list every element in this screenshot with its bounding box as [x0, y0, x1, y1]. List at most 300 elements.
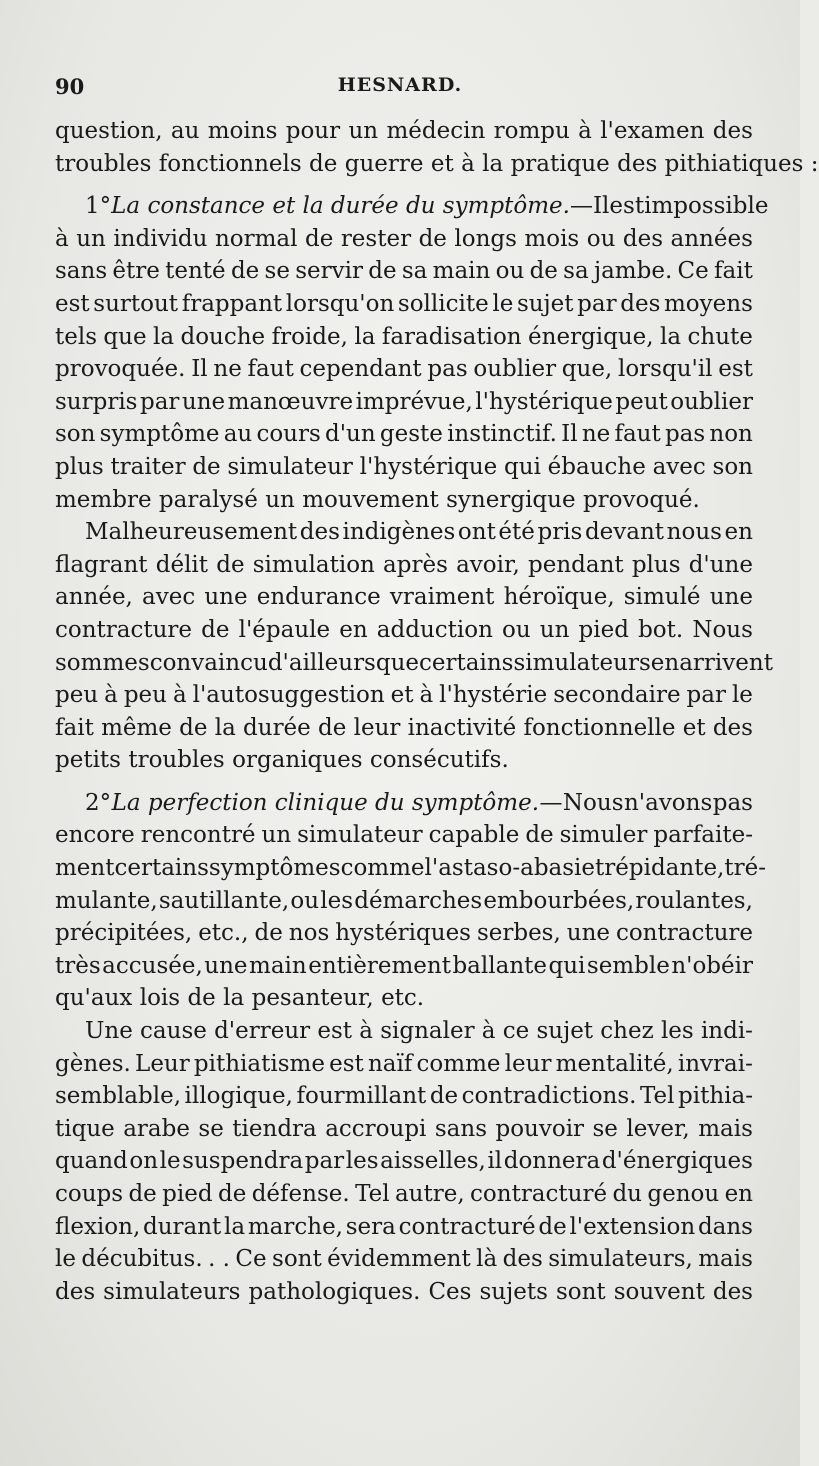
word: sujet	[516, 290, 574, 317]
word: il	[487, 1148, 503, 1175]
text-line	[55, 1243, 753, 1276]
word: comme	[340, 855, 425, 882]
word: sera	[345, 1213, 396, 1240]
word: peu	[123, 682, 167, 709]
word: traiter	[110, 453, 186, 480]
word: . .	[208, 1246, 230, 1273]
word: secondaire	[553, 682, 681, 709]
word: être	[112, 258, 160, 285]
word: la	[223, 985, 245, 1012]
word: endurance	[256, 584, 381, 611]
word: indi-	[700, 1018, 753, 1045]
word: Tel	[639, 1083, 675, 1110]
word: de	[304, 225, 334, 252]
word: l'hystérique	[475, 388, 613, 415]
text-line	[55, 223, 753, 256]
word: une	[204, 584, 248, 611]
word: démarches	[354, 887, 483, 914]
word: douche	[180, 323, 266, 350]
word: plus	[631, 551, 681, 578]
word: pesanteur,	[251, 985, 374, 1012]
word: des	[620, 290, 661, 317]
word: à	[419, 682, 434, 709]
word: au	[223, 421, 253, 448]
word: rester	[340, 225, 412, 252]
word: devant	[584, 519, 665, 546]
text-line	[55, 679, 753, 712]
word: accroupi	[325, 1115, 427, 1142]
word: l'examen	[600, 118, 705, 144]
word: de	[529, 258, 558, 285]
word: la	[354, 323, 376, 350]
word: ébauche	[547, 453, 646, 480]
word: ou	[586, 225, 616, 252]
word: années	[670, 225, 753, 252]
text-line	[55, 1080, 753, 1113]
word: les	[345, 1148, 379, 1175]
word: la	[660, 323, 682, 350]
word: la	[152, 323, 175, 350]
word: La perfection clinique du symptôme.	[111, 789, 540, 816]
word: quand	[55, 1148, 128, 1175]
word: de	[418, 225, 447, 252]
paragraph-gap	[55, 180, 753, 190]
word: arabe	[123, 1115, 190, 1142]
word: en	[724, 1181, 753, 1207]
word: tré-	[724, 855, 766, 882]
word: avec	[652, 453, 706, 480]
text-line	[55, 321, 753, 354]
word: pouvoir	[495, 1115, 585, 1142]
word: tels	[55, 323, 98, 350]
word: sans	[55, 258, 108, 285]
word: en	[339, 616, 368, 643]
word: entièrement	[308, 952, 451, 979]
word: sa	[401, 258, 428, 285]
word: que	[103, 323, 147, 350]
word: paralysé	[158, 486, 258, 513]
word: Il	[191, 356, 208, 383]
word: coups	[55, 1181, 124, 1207]
word: Ce	[235, 1246, 267, 1273]
page-header	[55, 74, 745, 104]
word: Il	[561, 421, 578, 448]
word: 1°	[85, 193, 112, 220]
word: faradisation	[381, 323, 522, 350]
word: précipitées,	[55, 920, 193, 947]
word: se	[264, 258, 290, 285]
word: —	[539, 789, 563, 816]
word: de	[192, 453, 221, 480]
word: d'une	[688, 551, 753, 578]
word: rompu	[493, 118, 570, 144]
word: moyens	[664, 290, 753, 317]
word: froide,	[271, 323, 348, 350]
word: pied	[162, 1181, 213, 1207]
word: guerre	[344, 150, 424, 177]
word: chute	[687, 323, 753, 350]
page-number: 90	[55, 74, 85, 99]
word: impossible	[644, 193, 769, 220]
word: après	[383, 551, 448, 578]
word: leur	[504, 1050, 552, 1077]
word: par	[577, 290, 617, 317]
word: ou	[495, 258, 525, 285]
word: sa	[563, 258, 589, 285]
word: de	[525, 822, 554, 849]
word: mentalité,	[555, 1050, 674, 1077]
word: héroïque,	[503, 584, 615, 611]
word: La constance et la durée du symptôme.	[111, 193, 570, 220]
word: :	[810, 150, 819, 177]
word: serbes,	[476, 920, 561, 947]
word: aisselles,	[380, 1148, 486, 1175]
word: surtout	[93, 290, 179, 317]
word: moins	[207, 118, 278, 144]
word: à	[578, 118, 592, 144]
word: nous	[666, 519, 722, 546]
word: du	[612, 1181, 642, 1207]
word: petits	[55, 747, 121, 774]
word: main	[249, 952, 307, 979]
word: une	[181, 388, 226, 415]
word: Ces	[428, 1278, 472, 1305]
word: fait	[55, 714, 94, 741]
word: simulé	[623, 584, 701, 611]
word: que,	[561, 356, 613, 383]
word: pithiatisme	[193, 1050, 325, 1077]
text-line	[55, 1211, 753, 1244]
word: sans	[434, 1115, 488, 1142]
word: durée	[243, 714, 311, 741]
word: trépidante,	[595, 855, 725, 882]
word: ou	[290, 887, 320, 914]
word: Nous	[692, 616, 753, 643]
word: un	[76, 225, 106, 252]
word: le	[55, 1246, 76, 1273]
word: n'avons	[623, 789, 713, 816]
word: vraiment	[389, 584, 495, 611]
word: de	[429, 1083, 459, 1110]
word: l'hystérique	[359, 453, 498, 480]
word: à	[359, 1018, 373, 1045]
word: le	[492, 290, 514, 317]
word: rencontré	[140, 822, 256, 849]
word: médecin	[386, 118, 486, 144]
word: de	[309, 150, 338, 177]
word: frappant	[181, 290, 283, 317]
word: le	[731, 682, 753, 709]
word: genou	[647, 1181, 720, 1207]
word: des	[712, 118, 753, 144]
word: pendant	[527, 551, 624, 578]
word: sont	[555, 1278, 606, 1305]
word: le	[159, 1148, 181, 1175]
word: des	[55, 1278, 96, 1305]
word: une	[204, 952, 248, 979]
word: ment	[55, 855, 115, 882]
word: à	[55, 225, 69, 252]
word: oublier	[670, 388, 753, 415]
word: est	[317, 1018, 353, 1045]
word: de	[254, 920, 283, 947]
paragraph-gap	[55, 777, 753, 787]
word: cependant	[299, 356, 422, 383]
word: symptôme	[99, 421, 220, 448]
word: un	[348, 118, 379, 144]
text-line	[55, 819, 753, 852]
text-line	[55, 549, 753, 582]
word: encore	[55, 822, 135, 849]
text-line	[55, 581, 753, 614]
word: chez	[600, 1018, 654, 1045]
word: pathologiques.	[248, 1278, 421, 1305]
word: peut	[615, 388, 668, 415]
word: bot.	[638, 616, 684, 643]
word: année,	[55, 584, 133, 611]
word: qui	[548, 952, 586, 979]
word: mais	[698, 1246, 753, 1273]
word: simulation	[252, 551, 375, 578]
word: naïf	[367, 1050, 413, 1077]
word: signaler	[380, 1018, 475, 1045]
word: donnera	[503, 1148, 601, 1175]
word: pas	[712, 789, 753, 816]
word: n'obéir	[671, 952, 753, 979]
text-line	[55, 1113, 753, 1146]
word: par	[304, 1148, 345, 1175]
word: de	[318, 714, 347, 741]
word: des	[299, 519, 340, 546]
word: qu'aux	[55, 985, 133, 1012]
word: normal	[214, 225, 298, 252]
word: inactivité	[407, 714, 517, 741]
word: en	[650, 649, 680, 676]
word: indigènes	[342, 519, 456, 546]
word: défense.	[251, 1181, 350, 1207]
word: sollicite	[397, 290, 489, 317]
word: oublier	[473, 356, 557, 383]
text-line	[55, 917, 753, 950]
word: de	[216, 551, 245, 578]
word: fait	[714, 258, 753, 285]
word: autre,	[394, 1181, 465, 1207]
word: tenté	[165, 258, 226, 285]
text-line	[55, 418, 753, 451]
word: contradictions.	[461, 1083, 637, 1110]
word: d'erreur	[214, 1018, 311, 1045]
word: question,	[55, 118, 163, 144]
word: organiques	[232, 747, 363, 774]
word: mulante,	[55, 887, 158, 914]
word: sautillante,	[158, 887, 290, 914]
word: consécutifs.	[369, 747, 509, 774]
word: semble	[586, 952, 670, 979]
text-line	[55, 885, 753, 918]
word: fonctionnelle	[523, 714, 676, 741]
text-line	[55, 787, 753, 820]
word: de	[217, 1181, 247, 1207]
word: l'épaule	[238, 616, 331, 643]
word: ne	[581, 421, 611, 448]
word: d'énergiques	[601, 1148, 753, 1175]
text-line	[55, 288, 753, 321]
word: fourmillant	[296, 1083, 427, 1110]
word: marche,	[247, 1213, 343, 1240]
word: de	[179, 714, 208, 741]
word: au	[170, 118, 200, 144]
word: des	[712, 1278, 753, 1305]
word: des	[712, 714, 753, 741]
word: simulateurs,	[548, 1246, 693, 1273]
word: Une	[85, 1018, 133, 1045]
text-line	[55, 852, 766, 885]
word: à	[172, 682, 187, 709]
running-head: HESNARD.	[337, 74, 463, 96]
word: une	[709, 584, 753, 611]
word: sujet	[536, 1018, 594, 1045]
word: lorsqu'il	[617, 356, 713, 383]
word: manœuvre	[227, 388, 354, 415]
word: membre	[55, 486, 152, 513]
word: non	[709, 421, 753, 448]
word: très	[55, 952, 101, 979]
word: la	[224, 1213, 246, 1240]
word: lois	[139, 985, 181, 1012]
text-line	[55, 712, 753, 745]
word: un	[261, 822, 292, 849]
word: avec	[142, 584, 196, 611]
word: arrivent	[679, 649, 773, 676]
word: par	[686, 682, 726, 709]
word: même	[101, 714, 172, 741]
word: de	[538, 1213, 567, 1240]
word: contracturé	[398, 1213, 536, 1240]
text-line	[55, 255, 753, 288]
word: son	[55, 421, 96, 448]
word: qui	[504, 453, 541, 480]
word: leur	[353, 714, 401, 741]
text-line	[55, 1276, 753, 1309]
word: pithia-	[678, 1083, 753, 1110]
word: troubles	[128, 747, 225, 774]
word: son	[712, 453, 753, 480]
word: évidemment	[327, 1246, 471, 1273]
word: etc.,	[198, 920, 249, 947]
word: instinctif.	[447, 421, 557, 448]
word: gènes.	[55, 1050, 131, 1077]
word: d'un	[325, 421, 376, 448]
word: de	[368, 258, 397, 285]
word: pas	[427, 356, 468, 383]
word: cause	[140, 1018, 207, 1045]
word: geste	[379, 421, 443, 448]
word: sont	[272, 1246, 322, 1273]
word: suspendra	[182, 1148, 304, 1175]
word: cours	[256, 421, 321, 448]
text-line	[55, 1048, 753, 1081]
word: Nous	[562, 789, 624, 816]
text-line	[55, 484, 753, 517]
word: sommes	[55, 649, 150, 676]
word: accusée,	[102, 952, 203, 979]
word: ce	[502, 1018, 530, 1045]
word: provoqué.	[582, 486, 700, 513]
word: jambe.	[593, 258, 673, 285]
text-line	[55, 516, 753, 549]
word: les	[660, 1018, 694, 1045]
word: là	[476, 1246, 498, 1273]
word: l'astaso-abasie	[424, 855, 596, 882]
word: fonctionnels	[158, 150, 302, 177]
word: et	[430, 150, 454, 177]
word: 2°	[85, 789, 112, 816]
word: à	[104, 682, 118, 709]
word: imprévue,	[355, 388, 473, 415]
word: sujets	[479, 1278, 548, 1305]
word: faut	[247, 356, 294, 383]
word: pas	[664, 421, 706, 448]
word: ne	[213, 356, 242, 383]
word: contracture	[55, 616, 193, 643]
word: roulantes,	[635, 887, 753, 914]
word: de	[230, 258, 260, 285]
word: Malheureusement	[85, 519, 298, 546]
word: semblable,	[55, 1083, 182, 1110]
word: pied	[578, 616, 629, 643]
word: Il	[592, 193, 610, 220]
word: énergique,	[528, 323, 654, 350]
word: et	[390, 682, 414, 709]
word: parfaite-	[653, 822, 753, 849]
word: est	[55, 290, 90, 317]
word: flagrant	[55, 551, 148, 578]
word: pour	[285, 118, 341, 144]
word: des	[622, 225, 664, 252]
word: flexion,	[55, 1213, 141, 1240]
word: servir	[295, 258, 363, 285]
word: adduction	[376, 616, 493, 643]
word: l'extension	[569, 1213, 696, 1240]
word: de	[128, 1181, 157, 1207]
word: Tel	[355, 1181, 390, 1207]
text-line	[55, 950, 753, 983]
word: à	[461, 150, 475, 177]
word: est	[718, 356, 753, 383]
word: la	[482, 150, 504, 177]
word: et	[682, 714, 706, 741]
word: est	[609, 193, 645, 220]
word: invrai-	[677, 1050, 753, 1077]
word: simulateur	[297, 822, 423, 849]
text-line	[55, 451, 753, 484]
word: mouvement	[302, 486, 439, 513]
word: se	[592, 1115, 618, 1142]
word: troubles	[55, 150, 152, 177]
word: par	[139, 388, 180, 415]
word: contracturé	[470, 1181, 608, 1207]
word: été	[498, 519, 535, 546]
word: simulateurs	[513, 649, 651, 676]
word: tiendra	[232, 1115, 317, 1142]
word: lorsqu'on	[285, 290, 395, 317]
text-line	[55, 190, 769, 223]
word: se	[198, 1115, 224, 1142]
word: provoquée.	[55, 356, 186, 383]
word: symptômes	[208, 855, 341, 882]
word: durant	[143, 1213, 222, 1240]
word: un	[265, 486, 295, 513]
